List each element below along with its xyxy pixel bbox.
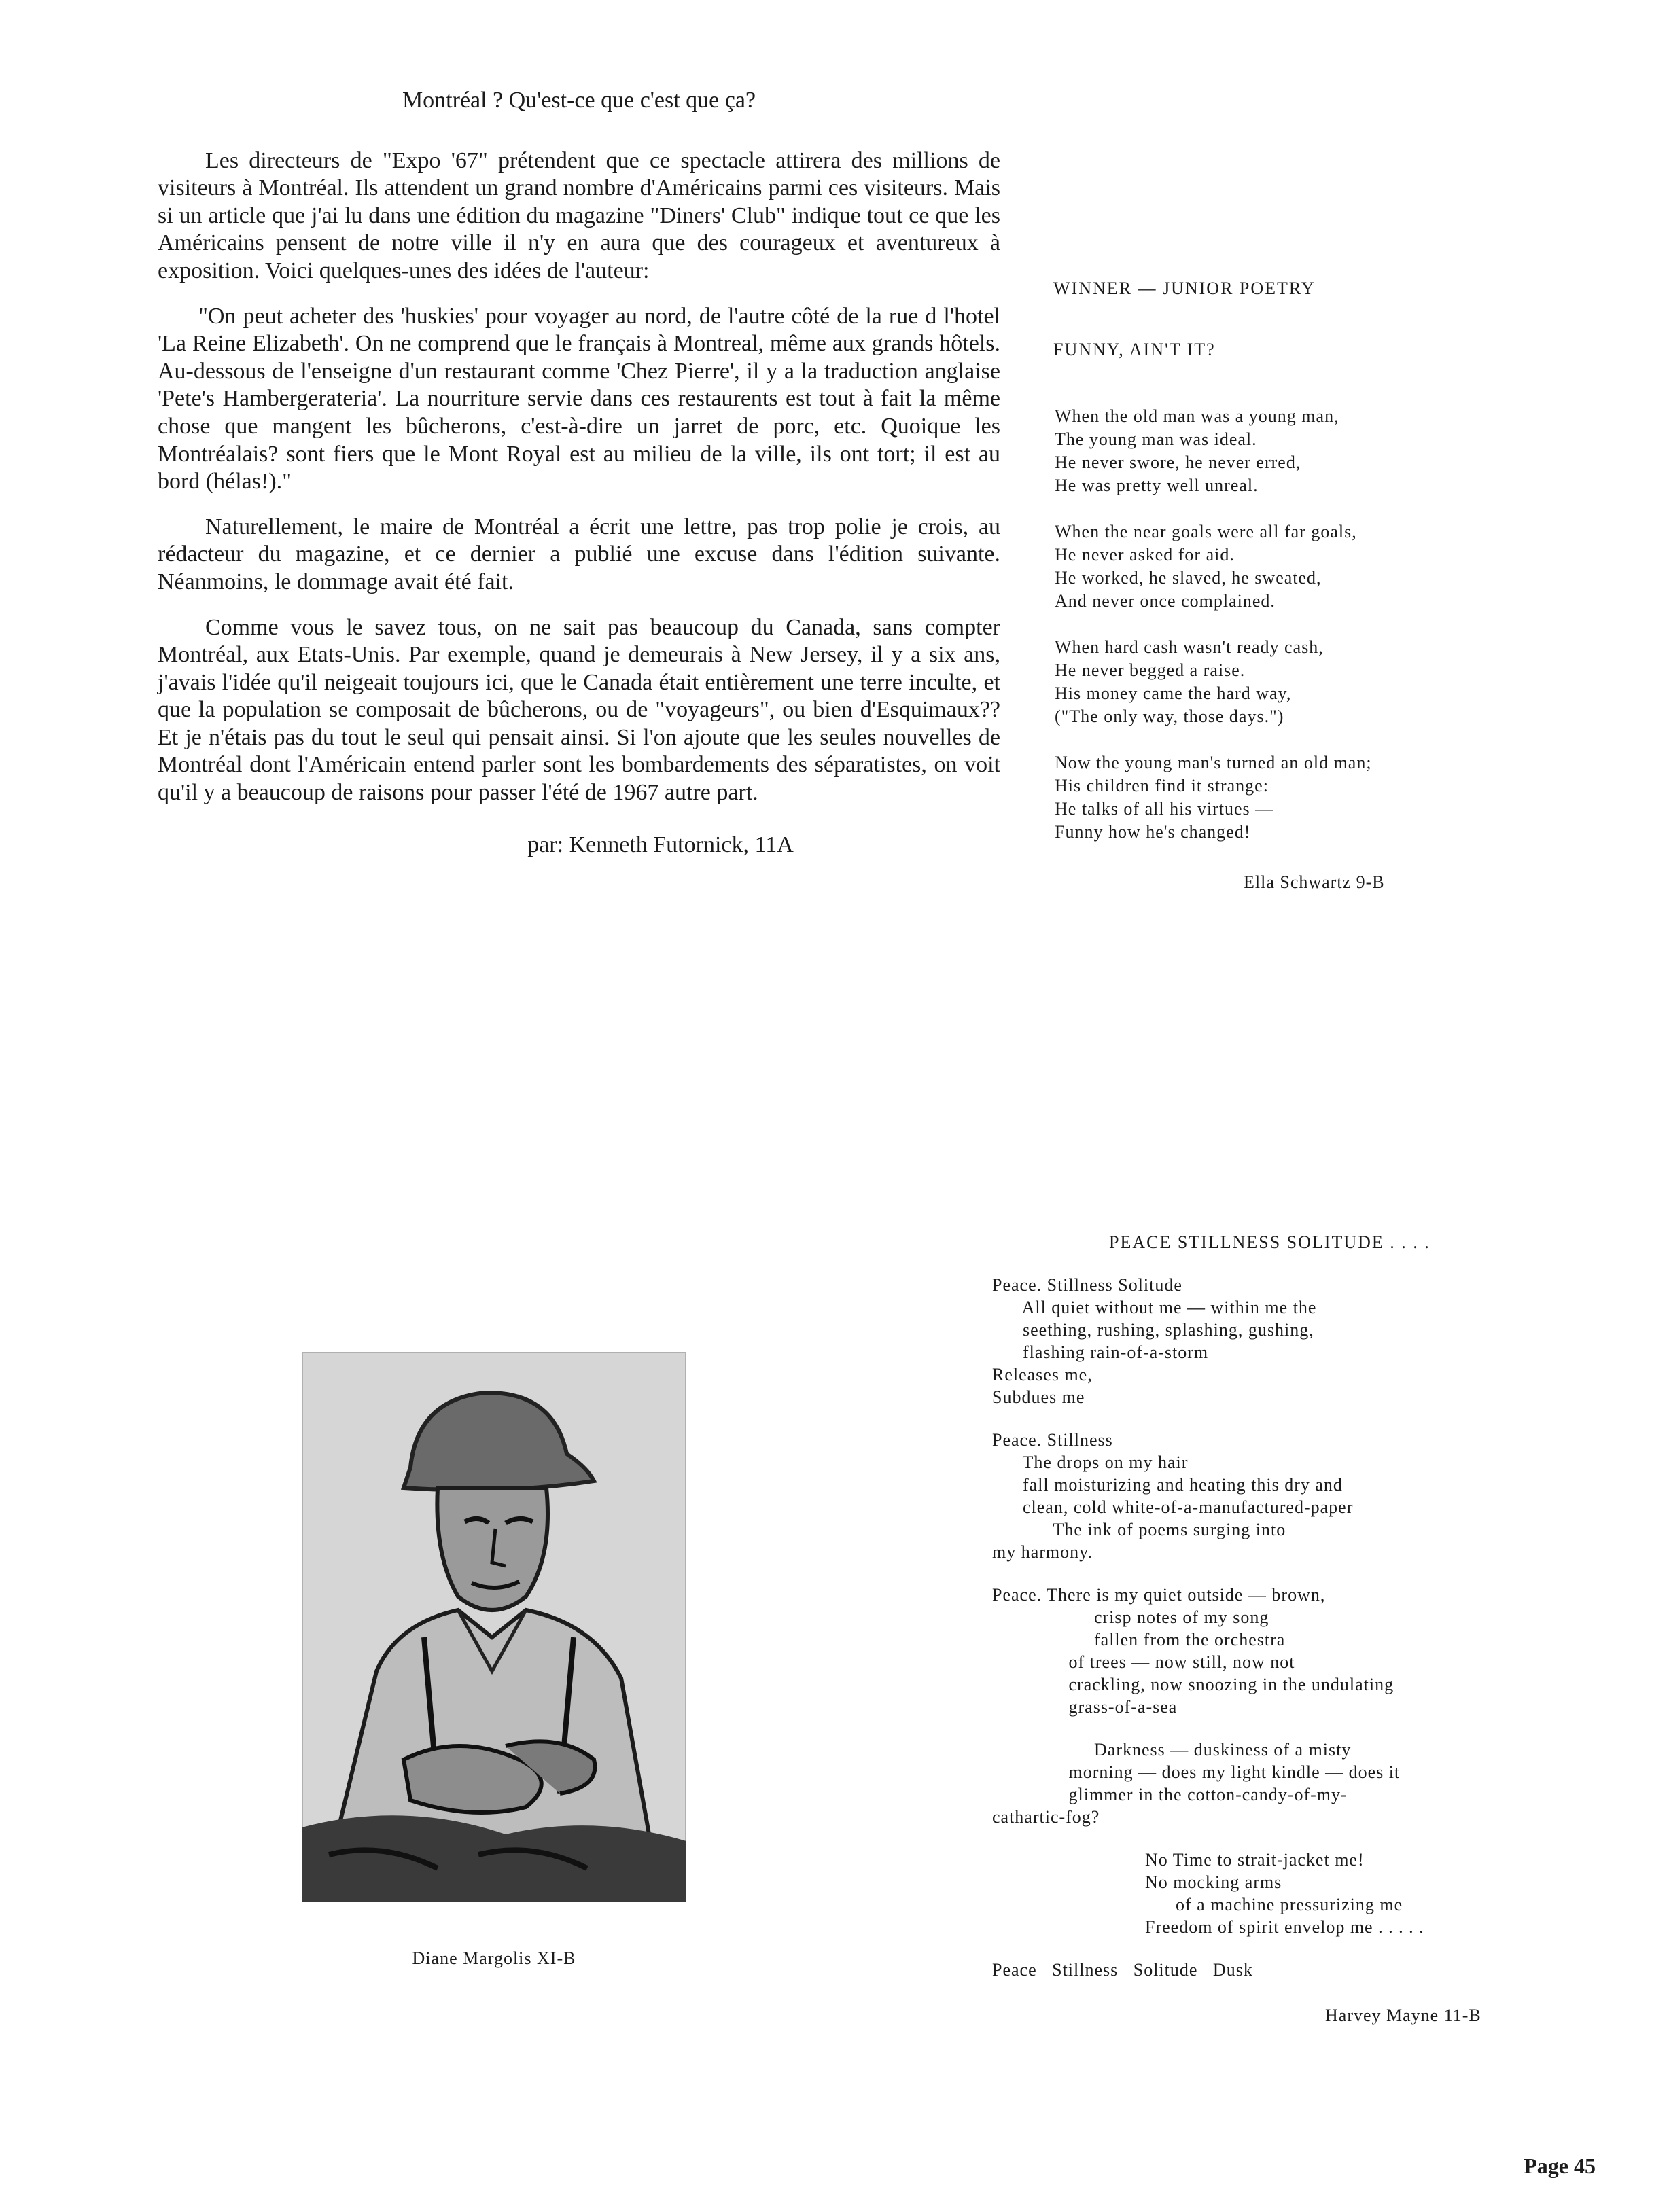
poem1-title: FUNNY, AIN'T IT? bbox=[1053, 340, 1216, 359]
article-paragraph-1: Les directeurs de "Expo '67" prétendent que ce spectacle attirera des millions de visiteurs à Montréal. Ils attendent un grand nombre d'Américains parmi ces visiteurs. Mais si un article que j'ai lu dans une édition du magazine "Diners' Club" indique tout ce que les Américains pensent de notre ville il n'y en aura que des courageux et aventureux à exposition. Voici quelques-unes des idées de l'auteur: bbox=[158, 147, 1000, 283]
poem2-line: of trees — now still, now not bbox=[992, 1652, 1295, 1672]
poem2-line: No Time to strait-jacket me! bbox=[992, 1850, 1365, 1870]
article bbox=[158, 87, 1000, 859]
poem2-line: The ink of poems surging into bbox=[992, 1520, 1286, 1539]
poem2-stanza-break bbox=[992, 1718, 1604, 1738]
poem2-line: grass-of-a-sea bbox=[992, 1697, 1178, 1717]
poem2-stanza-break bbox=[992, 1828, 1604, 1849]
poem2-author: Harvey Mayne 11-B bbox=[1325, 2005, 1481, 2025]
poem2-line: No mocking arms bbox=[992, 1872, 1282, 1892]
poem2-line: Subdues me bbox=[992, 1387, 1085, 1407]
page-number: Page 45 bbox=[1524, 2154, 1596, 2178]
poem2-line: seething, rushing, splashing, gushing, bbox=[992, 1320, 1314, 1340]
article-paragraph-3: Naturellement, le maire de Montréal a écrit une lettre, pas trop polie je crois, au rédacteur du magazine, et ce dernier a publié une excuse dans l'édition suivante. Néanmoins, le dommage avait été fait. bbox=[158, 514, 1000, 594]
poem2-line: Freedom of spirit envelop me . . . . . bbox=[992, 1917, 1424, 1937]
article-quote: "On peut acheter des 'huskies' pour voyager au nord, de l'autre côté de la rue d l'hotel 'La Reine Elizabeth'. On ne comprend que le français à Montreal, même aux grands hôtels. Au-dessous de l'enseigne d'un restaurant comme 'Chez Pierre', il y a la traduction anglaise 'Pete's Hambergerateria'. La nourriture servie dans ces restaurents est tout à fait la même chose que mangent les bûcherons, c'est-à-dire un jarret de porc, etc. Quoique les Montréalais? sont fiers que le Mont Royal est au milieu de la ville, ils ont tort; il est au bord (hélas!)." bbox=[158, 303, 1000, 495]
poem2-line: Darkness — duskiness of a misty bbox=[992, 1740, 1352, 1760]
artwork-portrait-image bbox=[302, 1352, 686, 1902]
poem2-line: clean, cold white-of-a-manufactured-paper bbox=[992, 1497, 1354, 1517]
poem1-stanza: When the near goals were all far goals, He never asked for aid. He worked, he slaved, he sweated, And never once complained. bbox=[1055, 522, 1357, 611]
poem1-heading: WINNER — JUNIOR POETRY bbox=[1053, 279, 1316, 298]
poem2-body bbox=[992, 1274, 1604, 1981]
poem1-author: Ella Schwartz 9-B bbox=[1244, 872, 1385, 892]
poem1-stanza: When hard cash wasn't ready cash, He never begged a raise. His money came the hard way, ("The only way, those days.") bbox=[1055, 637, 1324, 726]
poem2-stanza-break bbox=[992, 1938, 1604, 1959]
poem2-stanza-break bbox=[992, 1563, 1604, 1584]
poem2-line: Releases me, bbox=[992, 1365, 1093, 1385]
article-title: Montréal ? Qu'est-ce que c'est que ça? bbox=[402, 88, 756, 113]
poem2-line: Peace. There is my quiet outside — brown, bbox=[992, 1585, 1326, 1605]
poem2-line: flashing rain-of-a-storm bbox=[992, 1342, 1209, 1362]
article-byline: par: Kenneth Futornick, 11A bbox=[527, 832, 794, 857]
poem2-line: my harmony. bbox=[992, 1542, 1093, 1562]
artwork-caption: Diane Margolis XI-B bbox=[412, 1948, 576, 1968]
poem2-line: Peace Stillness Solitude Dusk bbox=[992, 1960, 1253, 1980]
poem2-title: PEACE STILLNESS SOLITUDE . . . . bbox=[1109, 1232, 1430, 1252]
poem2-line: crisp notes of my song bbox=[992, 1607, 1269, 1627]
poem2-line: of a machine pressurizing me bbox=[992, 1895, 1403, 1914]
poem2-line: fallen from the orchestra bbox=[992, 1630, 1286, 1649]
poem-funny-aint-it bbox=[979, 277, 1590, 894]
poem2-line: fall moisturizing and heating this dry and bbox=[992, 1475, 1343, 1495]
poem2-line: The drops on my hair bbox=[992, 1452, 1189, 1472]
poem2-line: Peace. Stillness bbox=[992, 1430, 1113, 1450]
poem2-line: cathartic-fog? bbox=[992, 1807, 1100, 1827]
poem2-line: glimmer in the cotton-candy-of-my- bbox=[992, 1785, 1348, 1804]
article-paragraph-4: Comme vous le savez tous, on ne sait pas beaucoup du Canada, sans compter Montréal, aux Etats-Unis. Par exemple, quand je demeurais à New Jersey, il y a six ans, j'avais l'idée qu'il neigeait toujours ici, que le Canada était entièrement une terre inculte, et que la population se composait de bûcherons, ou de "voyageurs", ou bien d'Esquimaux?? Et je n'étais pas du tout le seul qui pensait ainsi. Si l'on ajoute que les seules nouvelles de Montréal dont l'Américain entend parler sont les bombardements des séparatistes, on voit qu'il y a beaucoup de raisons pour passer l'été de 1967 autre part. bbox=[158, 614, 1000, 806]
poem2-stanza-break bbox=[992, 1408, 1604, 1429]
poem2-line: crackling, now snoozing in the undulating bbox=[992, 1675, 1394, 1694]
poem-peace-stillness-solitude bbox=[992, 1231, 1604, 2027]
portrait-drawing bbox=[302, 1352, 686, 1902]
poem2-line: Peace. Stillness Solitude bbox=[992, 1275, 1182, 1295]
poem1-stanza: When the old man was a young man, The young man was ideal. He never swore, he never erred, He was pretty well unreal. bbox=[1055, 406, 1339, 495]
poem1-stanza: Now the young man's turned an old man; His children find it strange: He talks of all his virtues — Funny how he's changed! bbox=[1055, 753, 1372, 842]
poem2-line: All quiet without me — within me the bbox=[992, 1298, 1317, 1317]
poem2-line: morning — does my light kindle — does it bbox=[992, 1762, 1401, 1782]
